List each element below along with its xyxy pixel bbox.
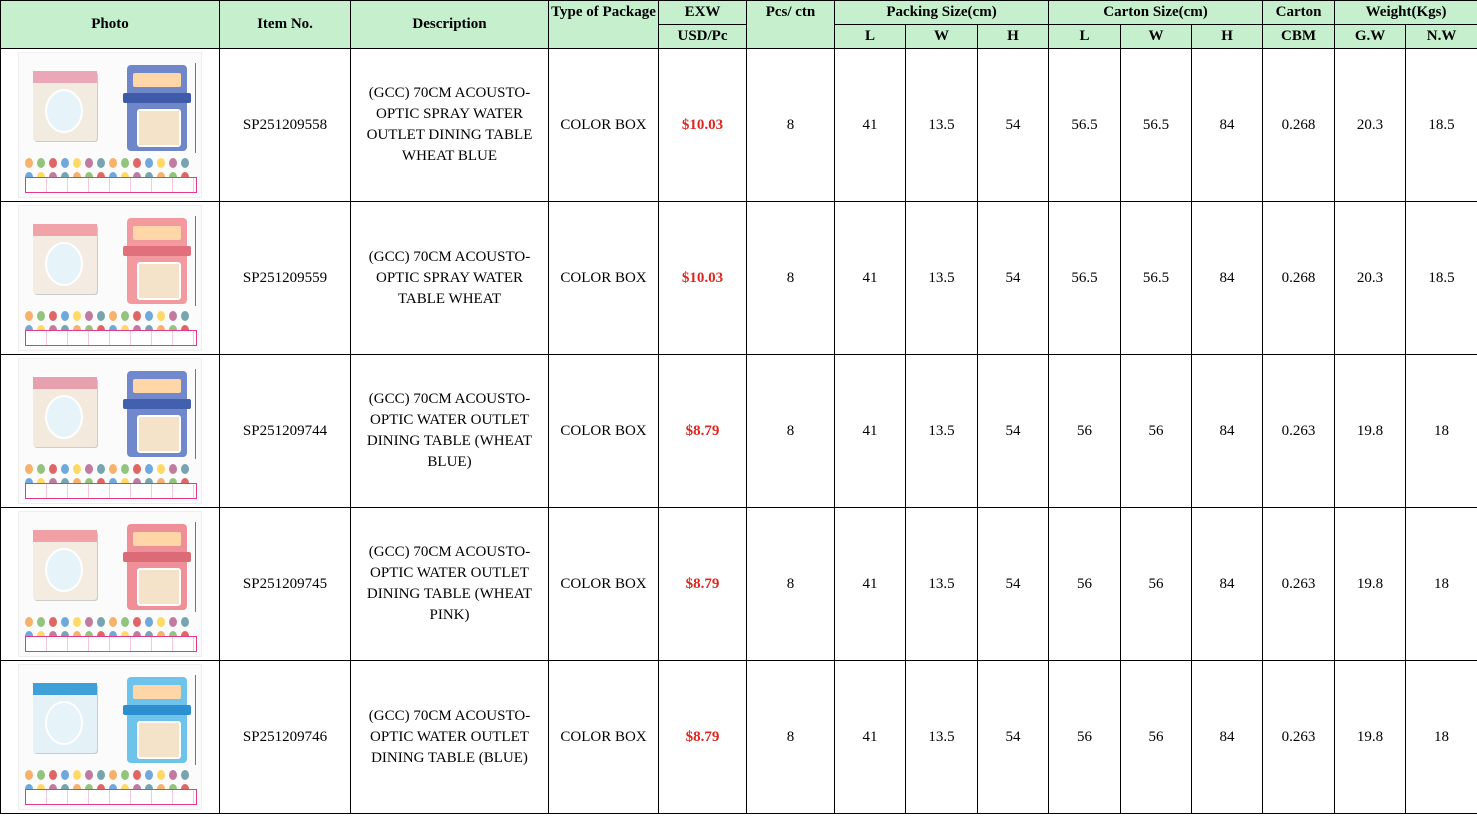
accessory-item [121, 617, 129, 627]
packing-length: 41 [835, 508, 906, 661]
kitchen-oven-door [137, 109, 181, 147]
accessory-item [73, 464, 81, 474]
carton-height: 84 [1192, 508, 1263, 661]
kitchen-shelf [133, 73, 181, 87]
dimension-line [195, 216, 196, 306]
accessory-item [109, 158, 117, 168]
exw-price: $8.79 [659, 508, 747, 661]
item-number: SP251209559 [220, 202, 351, 355]
item-description: (GCC) 70CM ACOUSTO-OPTIC WATER OUTLET DINING TABLE (WHEAT BLUE) [351, 355, 549, 508]
packing-length: 41 [835, 355, 906, 508]
package-type: COLOR BOX [549, 202, 659, 355]
accessory-item [97, 464, 105, 474]
kitchen-counter [123, 552, 191, 562]
carton-width: 56 [1121, 661, 1192, 814]
accessory-item [49, 617, 57, 627]
header-carton-size: Carton Size(cm) [1049, 1, 1263, 25]
accessory-item [61, 770, 69, 780]
accessory-item [121, 311, 129, 321]
carton-width: 56 [1121, 355, 1192, 508]
header-carton-l: L [1049, 25, 1121, 49]
item-number: SP251209746 [220, 661, 351, 814]
kitchen-oven-door [137, 721, 181, 759]
accessory-item [61, 464, 69, 474]
product-image [18, 664, 202, 810]
header-pcs-ctn: Pcs/ ctn [747, 1, 835, 49]
table-row [1, 508, 1477, 661]
net-weight: 18 [1406, 508, 1477, 661]
header-packing-l: L [835, 25, 906, 49]
accessory-item [121, 770, 129, 780]
package-box-header [33, 224, 97, 236]
packing-height: 54 [978, 49, 1049, 202]
kitchen-counter [123, 705, 191, 715]
packing-width: 13.5 [906, 508, 978, 661]
header-usd-pc: USD/Pc [659, 25, 747, 49]
kitchen-shelf [133, 379, 181, 393]
header-gw: G.W [1335, 25, 1406, 49]
accessory-item [109, 770, 117, 780]
accessory-item [25, 770, 33, 780]
package-window [45, 395, 83, 439]
package-window [45, 548, 83, 592]
accessory-item [37, 464, 45, 474]
item-number: SP251209558 [220, 49, 351, 202]
table-row [1, 202, 1477, 355]
accessory-item [97, 617, 105, 627]
package-type: COLOR BOX [549, 508, 659, 661]
kitchen-shelf [133, 685, 181, 699]
accessory-item [73, 311, 81, 321]
accessory-item [37, 311, 45, 321]
carton-width: 56 [1121, 508, 1192, 661]
carton-height: 84 [1192, 49, 1263, 202]
carton-height: 84 [1192, 355, 1263, 508]
gross-weight: 20.3 [1335, 49, 1406, 202]
table-row [1, 355, 1477, 508]
accessory-item [97, 770, 105, 780]
accessory-item [49, 464, 57, 474]
packing-width: 13.5 [906, 661, 978, 814]
header-carton-h: H [1192, 25, 1263, 49]
kitchen-shelf [133, 226, 181, 240]
accessory-item [145, 311, 153, 321]
accessory-row [25, 616, 195, 628]
kitchen-counter [123, 246, 191, 256]
pcs-per-carton: 8 [747, 355, 835, 508]
accessory-item [133, 158, 141, 168]
dimension-line [195, 522, 196, 612]
packing-length: 41 [835, 202, 906, 355]
accessory-item [61, 158, 69, 168]
accessory-item [49, 158, 57, 168]
pcs-per-carton: 8 [747, 508, 835, 661]
item-number: SP251209745 [220, 508, 351, 661]
accessory-item [145, 770, 153, 780]
carton-cbm: 0.263 [1263, 661, 1335, 814]
header-weight: Weight(Kgs) [1335, 1, 1477, 25]
product-image [18, 52, 202, 198]
package-type: COLOR BOX [549, 355, 659, 508]
product-photo-cell [1, 661, 220, 814]
item-number: SP251209744 [220, 355, 351, 508]
carton-width: 56.5 [1121, 49, 1192, 202]
dimension-line [195, 369, 196, 459]
spec-strip [25, 483, 197, 499]
net-weight: 18 [1406, 661, 1477, 814]
package-window [45, 89, 83, 133]
accessory-item [61, 311, 69, 321]
package-box-header [33, 683, 97, 695]
item-description: (GCC) 70CM ACOUSTO-OPTIC SPRAY WATER OUTLET DINING TABLE WHEAT BLUE [351, 49, 549, 202]
kitchen-counter [123, 399, 191, 409]
accessory-item [169, 464, 177, 474]
package-type: COLOR BOX [549, 661, 659, 814]
table-row [1, 49, 1477, 202]
packing-length: 41 [835, 661, 906, 814]
packing-length: 41 [835, 49, 906, 202]
exw-price: $10.03 [659, 202, 747, 355]
kitchen-oven-door [137, 568, 181, 606]
accessory-item [169, 158, 177, 168]
carton-cbm: 0.263 [1263, 508, 1335, 661]
package-box-header [33, 377, 97, 389]
net-weight: 18.5 [1406, 202, 1477, 355]
packing-width: 13.5 [906, 355, 978, 508]
accessory-item [169, 770, 177, 780]
accessory-row [25, 310, 195, 322]
accessory-item [157, 158, 165, 168]
carton-cbm: 0.268 [1263, 49, 1335, 202]
gross-weight: 19.8 [1335, 355, 1406, 508]
header-packing-h: H [978, 25, 1049, 49]
accessory-item [85, 770, 93, 780]
spec-strip [25, 177, 197, 193]
header-description: Description [351, 1, 549, 49]
spec-strip [25, 636, 197, 652]
kitchen-oven-door [137, 415, 181, 453]
accessory-item [97, 158, 105, 168]
packing-width: 13.5 [906, 49, 978, 202]
accessory-item [61, 617, 69, 627]
accessory-item [121, 464, 129, 474]
gross-weight: 19.8 [1335, 508, 1406, 661]
exw-price: $10.03 [659, 49, 747, 202]
accessory-item [145, 158, 153, 168]
package-window [45, 701, 83, 745]
carton-width: 56.5 [1121, 202, 1192, 355]
net-weight: 18 [1406, 355, 1477, 508]
carton-length: 56.5 [1049, 49, 1121, 202]
product-image [18, 205, 202, 351]
accessory-item [109, 617, 117, 627]
accessory-item [157, 464, 165, 474]
accessory-item [25, 617, 33, 627]
spec-strip [25, 330, 197, 346]
accessory-item [73, 617, 81, 627]
accessory-item [145, 464, 153, 474]
gross-weight: 20.3 [1335, 202, 1406, 355]
header-carton-w: W [1121, 25, 1192, 49]
carton-cbm: 0.268 [1263, 202, 1335, 355]
accessory-item [133, 311, 141, 321]
kitchen-counter [123, 93, 191, 103]
product-photo-cell [1, 202, 220, 355]
accessory-item [145, 617, 153, 627]
carton-height: 84 [1192, 202, 1263, 355]
accessory-row [25, 769, 195, 781]
header-cbm: CBM [1263, 25, 1335, 49]
accessory-item [85, 464, 93, 474]
package-type: COLOR BOX [549, 49, 659, 202]
kitchen-oven-door [137, 262, 181, 300]
product-image [18, 511, 202, 657]
header-photo: Photo [1, 1, 220, 49]
accessory-item [133, 617, 141, 627]
accessory-item [85, 158, 93, 168]
accessory-item [133, 464, 141, 474]
accessory-item [25, 158, 33, 168]
accessory-item [109, 464, 117, 474]
package-window [45, 242, 83, 286]
accessory-item [37, 770, 45, 780]
accessory-item [49, 770, 57, 780]
accessory-row [25, 463, 195, 475]
accessory-item [73, 770, 81, 780]
dimension-line [195, 63, 196, 153]
header-type-of-package: Type of Package [549, 1, 659, 49]
accessory-item [85, 617, 93, 627]
net-weight: 18.5 [1406, 49, 1477, 202]
accessory-item [169, 617, 177, 627]
accessory-item [133, 770, 141, 780]
header-packing-size: Packing Size(cm) [835, 1, 1049, 25]
accessory-item [157, 311, 165, 321]
pcs-per-carton: 8 [747, 661, 835, 814]
product-image [18, 358, 202, 504]
accessory-item [169, 311, 177, 321]
dimension-line [195, 675, 196, 765]
package-box-header [33, 71, 97, 83]
packing-height: 54 [978, 202, 1049, 355]
carton-height: 84 [1192, 661, 1263, 814]
carton-cbm: 0.263 [1263, 355, 1335, 508]
carton-length: 56 [1049, 661, 1121, 814]
carton-length: 56.5 [1049, 202, 1121, 355]
header-exw: EXW [659, 1, 747, 25]
accessory-item [37, 617, 45, 627]
accessory-item [181, 464, 189, 474]
table-row [1, 661, 1477, 814]
packing-height: 54 [978, 508, 1049, 661]
item-description: (GCC) 70CM ACOUSTO-OPTIC WATER OUTLET DINING TABLE (BLUE) [351, 661, 549, 814]
accessory-item [25, 311, 33, 321]
accessory-item [25, 464, 33, 474]
packing-width: 13.5 [906, 202, 978, 355]
product-photo-cell [1, 508, 220, 661]
accessory-item [73, 158, 81, 168]
carton-length: 56 [1049, 355, 1121, 508]
header-nw: N.W [1406, 25, 1477, 49]
item-description: (GCC) 70CM ACOUSTO-OPTIC SPRAY WATER TABLE WHEAT [351, 202, 549, 355]
accessory-item [157, 770, 165, 780]
accessory-item [157, 617, 165, 627]
exw-price: $8.79 [659, 355, 747, 508]
gross-weight: 19.8 [1335, 661, 1406, 814]
accessory-item [37, 158, 45, 168]
header-packing-w: W [906, 25, 978, 49]
accessory-item [181, 770, 189, 780]
package-box-header [33, 530, 97, 542]
accessory-item [181, 311, 189, 321]
header-carton: Carton [1263, 1, 1335, 25]
packing-height: 54 [978, 661, 1049, 814]
accessory-item [97, 311, 105, 321]
carton-length: 56 [1049, 508, 1121, 661]
accessory-item [121, 158, 129, 168]
accessory-item [181, 158, 189, 168]
pcs-per-carton: 8 [747, 202, 835, 355]
accessory-item [181, 617, 189, 627]
item-description: (GCC) 70CM ACOUSTO-OPTIC WATER OUTLET DINING TABLE (WHEAT PINK) [351, 508, 549, 661]
accessory-item [49, 311, 57, 321]
pcs-per-carton: 8 [747, 49, 835, 202]
product-photo-cell [1, 49, 220, 202]
packing-height: 54 [978, 355, 1049, 508]
spec-strip [25, 789, 197, 805]
kitchen-shelf [133, 532, 181, 546]
header-item-no: Item No. [220, 1, 351, 49]
accessory-row [25, 157, 195, 169]
product-photo-cell [1, 355, 220, 508]
accessory-item [109, 311, 117, 321]
accessory-item [85, 311, 93, 321]
exw-price: $8.79 [659, 661, 747, 814]
